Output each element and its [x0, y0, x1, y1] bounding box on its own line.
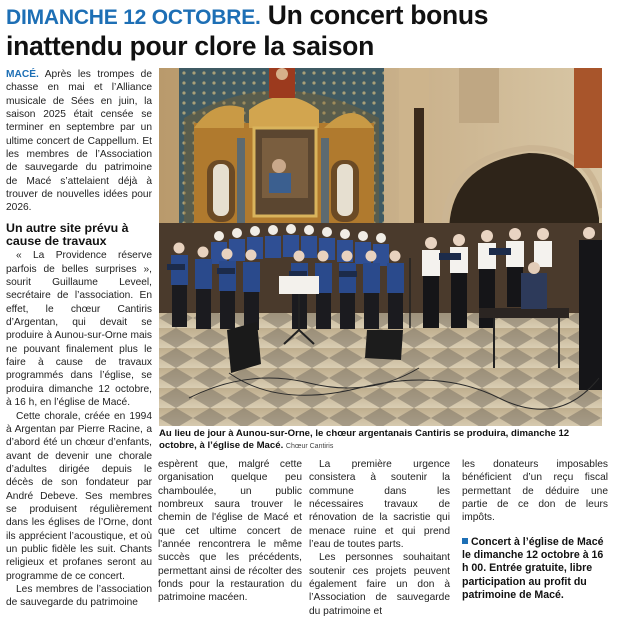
body-paragraph: Cette chorale, créée en 1994 à Argentan par Pierre Racine, a d’abord été un chœur d’enfants, avant de devenir une chorale d’adultes dirigée depuis le décès de son fondateur par André Debeve. Ses membres se produisent régulièrement dans les églises de l’Orne, dont ils apprécient l’acoustique, et où un public fidèle les suit. Chants religieux et profanes seront au programme de ce concert. — [6, 410, 152, 582]
article-column-4 — [462, 458, 608, 602]
headline — [6, 1, 611, 60]
photo-credit: Chœur Cantiris — [285, 443, 334, 450]
body-paragraph: Les personnes souhaitant soutenir ces projets peuvent également faire un don à l’Association de sauvegarde du patrimoine et — [309, 552, 450, 617]
practical-info-box — [462, 536, 608, 602]
headline-title: Un concert bonus inattendu pour clore la saison — [6, 0, 489, 61]
body-paragraph: les donateurs imposables bénéficient d’un reçu fiscal permettant de déduire une partie de ce don de leurs impôts. — [462, 459, 608, 524]
intro-text: Après les trompes de chasse en mai et l’Alliance musicale de Sées en juin, la saison 2025 était censée se terminer en septembre par un ultime concert de Cappellum. Et les membres de l’Association de sauvegarde du patrimoine de Macé s’attelaient déjà à trouver de nouvelles idées pour 2026. — [6, 69, 152, 214]
article-column-3 — [309, 458, 450, 618]
body-paragraph: Les membres de l’association de sauvegarde du patrimoine — [6, 583, 152, 609]
body-paragraph: La première urgence consistera à soutenir la commune dans les nécessaires travaux de rénovation de la sacristie qui menace ruine et qui prend l’eau de toutes parts. — [309, 459, 450, 551]
article-photo — [159, 68, 602, 426]
article-column-1 — [6, 68, 152, 610]
headline-kicker: DIMANCHE 12 OCTOBRE. — [6, 6, 261, 29]
subheading: Un autre site prévu à cause de travaux — [6, 220, 129, 249]
intro-paragraph — [6, 68, 152, 215]
article-column-2 — [158, 458, 302, 605]
caption-text: Au lieu de jour à Aunou-sur-Orne, le chœur argentanais Cantiris se produira, dimanche 12 octobre, à l’église de Macé. — [159, 428, 570, 451]
body-paragraph: « La Providence réserve parfois de belles surprises », sourit Guillaume Leveel, secrétaire de l’association. En effet, le chœur Cantiris d’Argentan, qui devait se produire à Aunou-sur-Orne mais ne pouvant finalement plus le faire à cause de travaux programmés dans l’église, se produira dimanche 12 octobre, à 16 h, en l’église de Macé. — [6, 250, 152, 409]
dateline: MACÉ. — [6, 69, 39, 80]
body-paragraph: espèrent que, malgré cette organisation quelque peu chamboulée, un public nombreux saura trouver le chemin de l'église de Macé et que cet ultime concert de l'année rencontrera le même succès que les précédents, permettant ainsi de récolter des fonds pour la restauration du patrimoine macéen. — [158, 459, 302, 604]
bullet-square-icon — [462, 538, 468, 544]
practical-info-text: Concert à l’église de Macé le dimanche 12 octobre à 16 h 00. Entrée gratuite, libre participation au profit du patrimoine de Macé. — [462, 535, 604, 601]
photo-caption — [159, 428, 609, 453]
choir-in-church-illustration — [159, 68, 602, 426]
